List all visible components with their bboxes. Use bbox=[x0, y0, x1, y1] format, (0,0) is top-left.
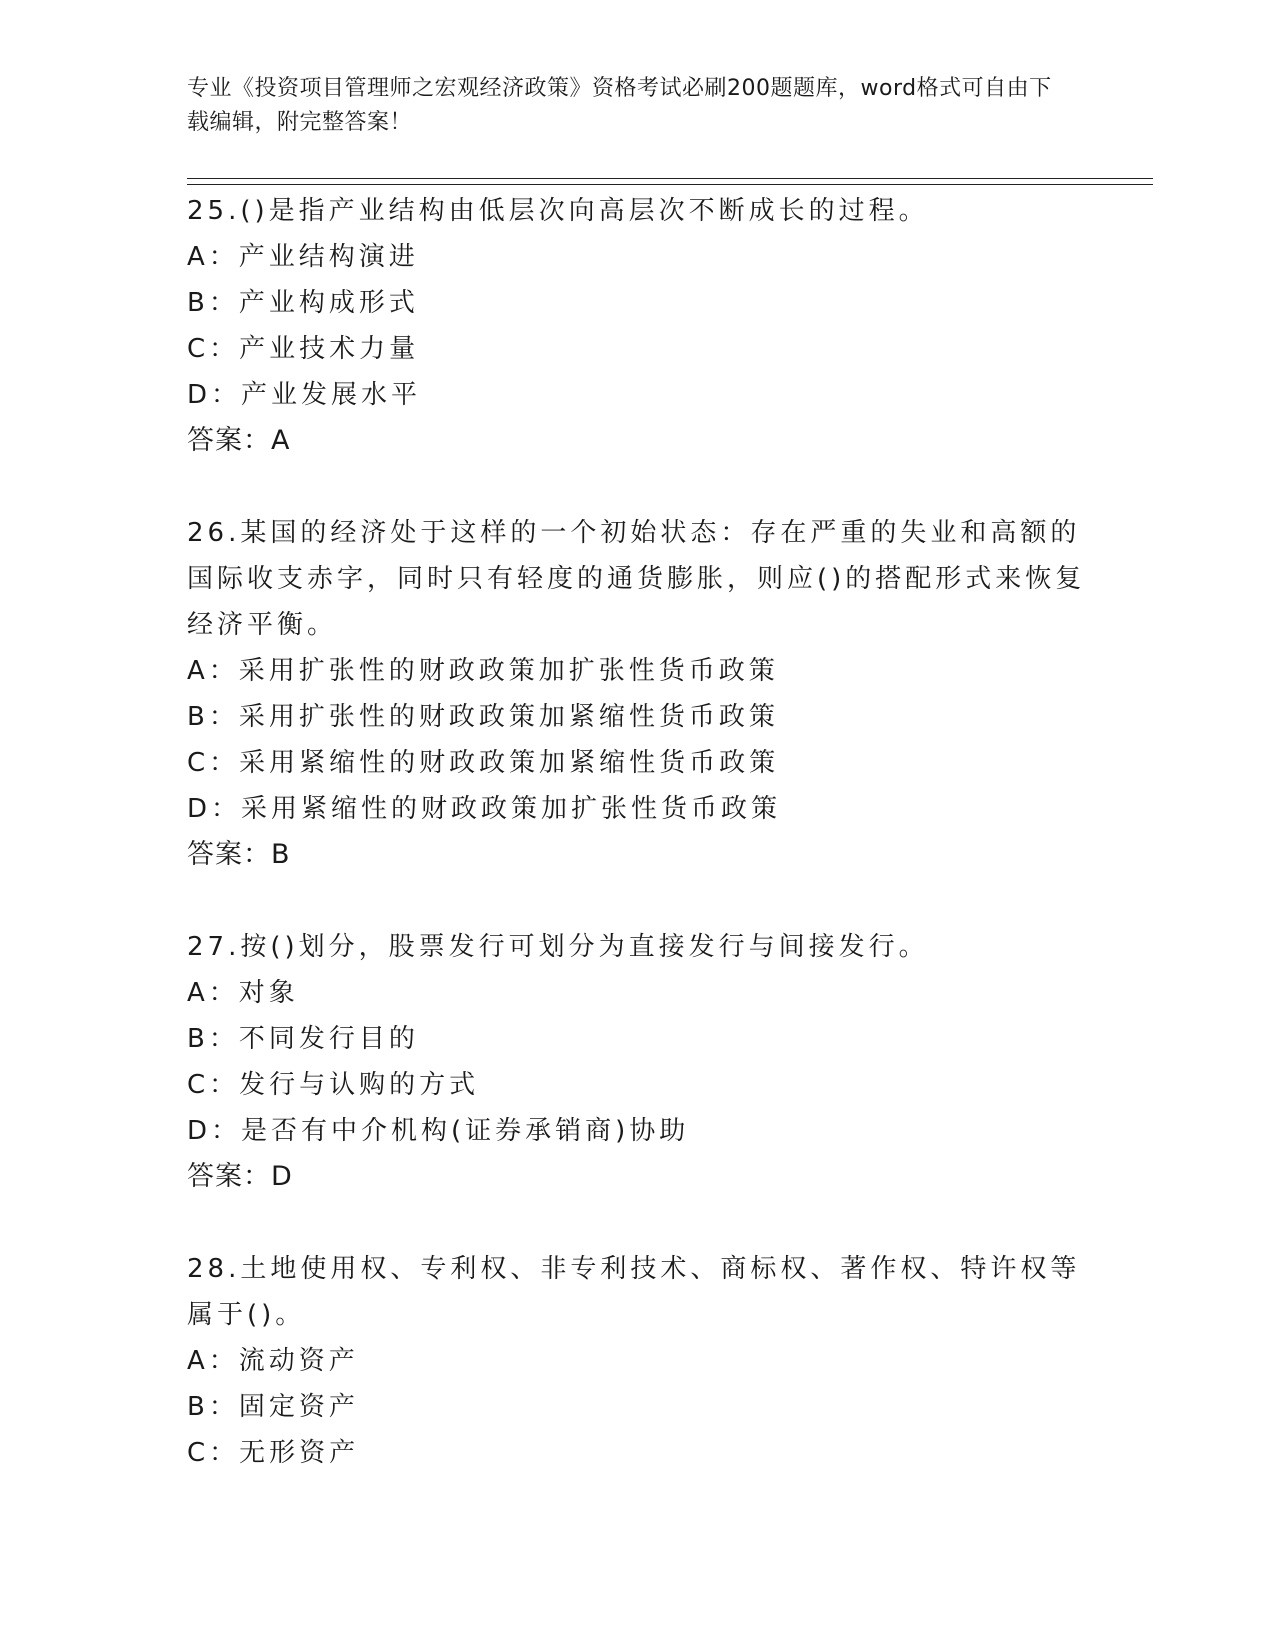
question-27 bbox=[187, 924, 1087, 1200]
option-c: C：无形资产 bbox=[187, 1438, 360, 1468]
option-d: D：产业发展水平 bbox=[187, 380, 422, 410]
answer-label: 答案：B bbox=[187, 839, 291, 870]
option-a: A：流动资产 bbox=[187, 1346, 359, 1376]
question-stem: 25.()是指产业结构由低层次向高层次不断成长的过程。 bbox=[187, 196, 929, 226]
question-stem: 27.按()划分，股票发行可划分为直接发行与间接发行。 bbox=[187, 932, 929, 962]
question-26 bbox=[187, 510, 1087, 878]
document-header: 专业《投资项目管理师之宏观经济政策》资格考试必刷200题题库，word格式可自由下载编辑，附完整答案！ bbox=[187, 76, 1052, 135]
option-d: D：是否有中介机构(证券承销商)协助 bbox=[187, 1116, 690, 1146]
option-a: A：对象 bbox=[187, 978, 299, 1008]
answer-label: 答案：D bbox=[187, 1161, 293, 1192]
header-divider-top bbox=[187, 178, 1153, 179]
question-stem: 28.土地使用权、专利权、非专利技术、商标权、著作权、特许权等属于()。 bbox=[187, 1254, 1081, 1330]
option-a: A：采用扩张性的财政政策加扩张性货币政策 bbox=[187, 656, 779, 686]
question-25 bbox=[187, 188, 1087, 464]
header-divider-bottom bbox=[187, 184, 1153, 185]
question-list bbox=[187, 188, 1087, 1522]
question-28 bbox=[187, 1246, 1087, 1476]
option-c: C：采用紧缩性的财政政策加紧缩性货币政策 bbox=[187, 748, 780, 778]
answer-label: 答案：A bbox=[187, 425, 291, 456]
option-b: B：采用扩张性的财政政策加紧缩性货币政策 bbox=[187, 702, 779, 732]
option-d: D：采用紧缩性的财政政策加扩张性货币政策 bbox=[187, 794, 782, 824]
option-a: A：产业结构演进 bbox=[187, 242, 419, 272]
question-stem: 26.某国的经济处于这样的一个初始状态：存在严重的失业和高额的国际收支赤字，同时只有轻度的通货膨胀，则应()的搭配形式来恢复经济平衡。 bbox=[187, 518, 1086, 640]
option-c: C：发行与认购的方式 bbox=[187, 1070, 480, 1100]
option-c: C：产业技术力量 bbox=[187, 334, 420, 364]
option-b: B：不同发行目的 bbox=[187, 1024, 419, 1054]
option-b: B：产业构成形式 bbox=[187, 288, 419, 318]
option-b: B：固定资产 bbox=[187, 1392, 359, 1422]
